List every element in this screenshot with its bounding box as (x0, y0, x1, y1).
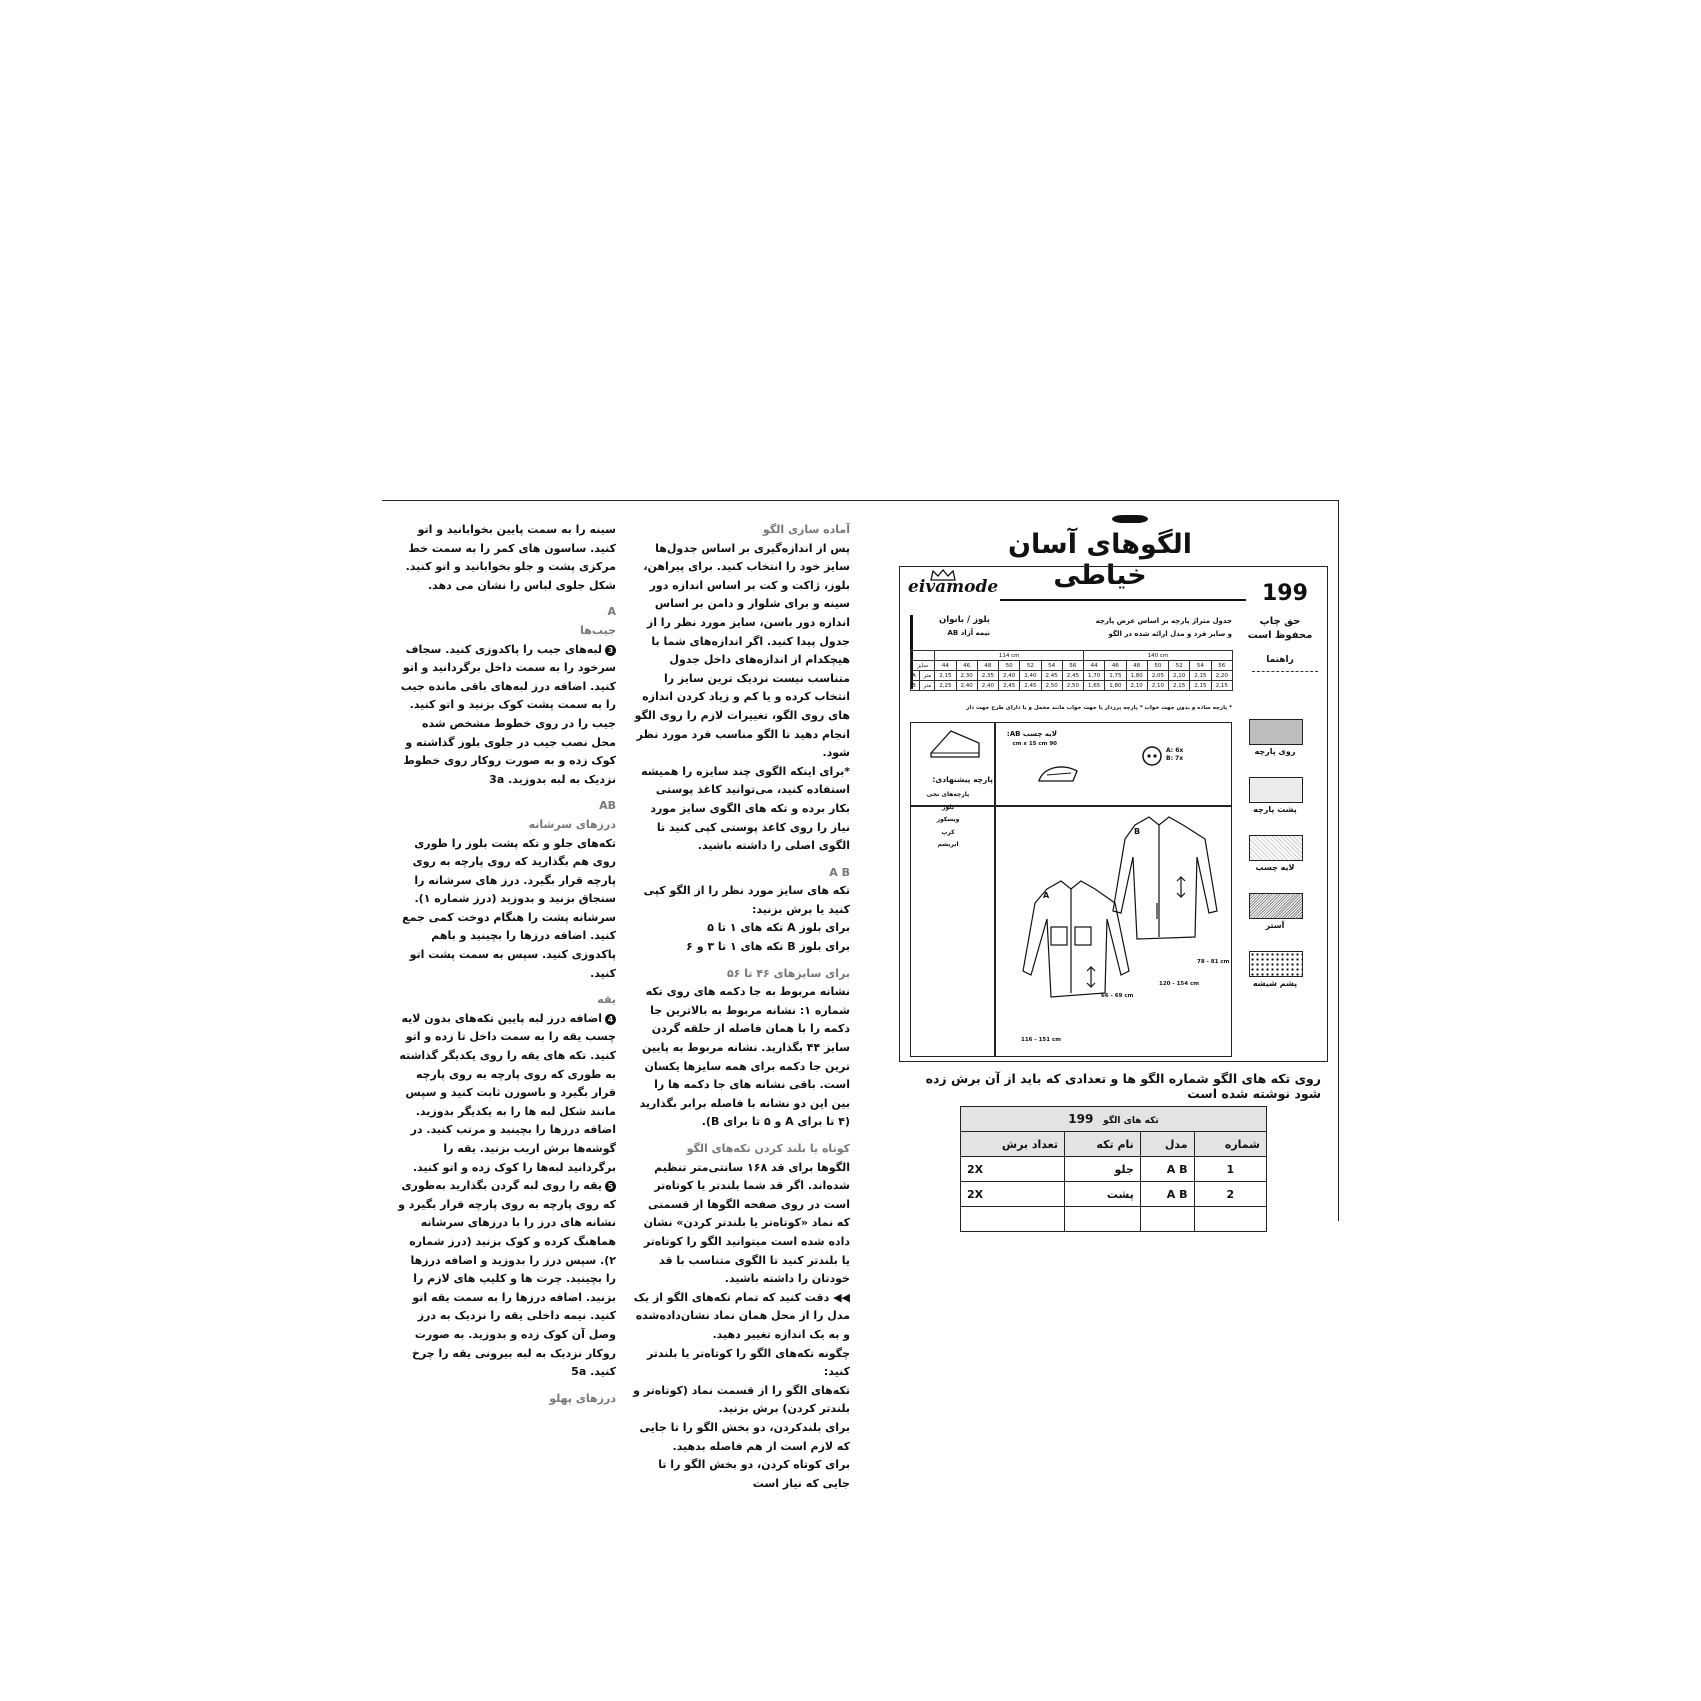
table-row (961, 1207, 1267, 1232)
left-col-heading: AB (599, 799, 616, 813)
pieces-header-cell: نام تکه (1065, 1132, 1141, 1157)
mid-col-paragraph: برای بلوز A تکه های ۱ تا ۵ (707, 921, 850, 935)
legend-swatch-wrong-side (1249, 777, 1303, 803)
suggested-fabric-list (913, 789, 983, 852)
model-a-length: 66 - 69 cm (1101, 993, 1134, 999)
pieces-cell-count: 2X (961, 1157, 1065, 1182)
fabric-amount-cell: 2,40 (999, 671, 1020, 681)
size-row-unit: متر (920, 681, 935, 691)
mid-col-paragraph: برای کوتاه کردن، دو بخش الگو را تا جایی که نیاز است (658, 1458, 850, 1490)
left-col-heading: یقه (597, 993, 616, 1007)
size-header: 48 (1126, 661, 1147, 671)
legend-swatch-lining (1249, 893, 1303, 919)
fabric-amount-cell: 2,45 (1062, 671, 1083, 681)
suggested-fabric-item: پارچه‌های نخی (926, 791, 970, 798)
mid-col-paragraph: چگونه تکه‌های الگو را کوتاه‌تر یا بلندتر کنید: (646, 1346, 850, 1379)
step-number-icon: 5 (605, 1181, 616, 1192)
legend-label-batting: پشم شیشه (1252, 979, 1298, 988)
left-col-paragraph: 5یقه را روی لبه گردن بگذارید به‌طوری که روی پارچه به روی پارچه قرار بگیرد و نشانه های درز را با درزهای سرشانه هماهنگ کرده و کوک بزنید (درز شماره ۲). سپس درز را بدوزید و اضافه درزها را بچینید. چرت ها و کلیپ های لازم را بزنید. اضافه درزها را به سمت یقه اتو کنید. نیمه داخلی یقه را نزدیک به درز وصل آن کوک زده و بدوزید. به صورت روکار نزدیک به لبه بیرونی یقه را چرخ کنید. 5a (398, 1179, 616, 1379)
fabric-amount-cell: 1,75 (1105, 671, 1126, 681)
size-header: 44 (1084, 661, 1105, 671)
fabric-amount-cell: 1,80 (1126, 671, 1147, 681)
left-col-heading: جیب‌ها (580, 623, 616, 637)
fabric-amount-cell: 2,15 (1211, 681, 1232, 691)
pieces-header-cell: مدل (1140, 1132, 1194, 1157)
left-col-paragraph: تکه‌های جلو و تکه پشت بلوز را طوری روی هم بگذارید که روی پارچه به روی پارچه قرار بگیرد. درز های سرشانه را سنجاق بزنید و بدوزید (درز شماره ۱). سرشانه پشت را هنگام دوخت کمی جمع کنید. اضافه درزها را بچینید و باهم پاکدوزی کنید. سپس به سمت پشت اتو کنید. (402, 836, 616, 980)
fabric-amount-cell: 2,50 (1041, 681, 1062, 691)
mid-col-paragraph: *برای اینکه الگوی چند سایزه را همیشه استفاده کنید، می‌توانید کاغذ پوستی بکار برده و تکه های الگوی سایز مورد نیاز را روی کاغذ پوستی کپی کنید تا الگوی اصلی را داشته باشید. (641, 764, 850, 853)
guide-label: راهنما (1266, 655, 1294, 665)
left-col-heading: A (607, 605, 616, 619)
mid-col-paragraph: ◀◀ دقت کنید که تمام تکه‌های الگو از یک مدل را از محل همان نماد نشان‌داده‌شده و به یک اندازه تغییر دهید. (633, 1290, 850, 1341)
table-row (961, 1157, 1267, 1182)
size-header: 54 (1190, 661, 1211, 671)
mid-col-paragraph: برای بلندکردن، دو بخش الگو را تا جایی که لازم است از هم فاصله بدهید. (639, 1420, 850, 1453)
fabric-amount-cell: 1,65 (1084, 681, 1105, 691)
mid-col-paragraph: تکه های سایز مورد نظر را از الگو کپی کنید یا برش بزنید: (643, 884, 850, 916)
fabric-amount-cell: 2,45 (1041, 671, 1062, 681)
fabric-amount-cell: 2,15 (1169, 681, 1190, 691)
mid-col-heading: کوتاه یا بلند کردن تکه‌های الگو (686, 1142, 850, 1155)
fabric-amount-cell: 2,10 (1147, 681, 1168, 691)
pieces-cell-name: جلو (1065, 1157, 1141, 1182)
fabric-size-table (910, 650, 1233, 691)
mid-col-paragraph: نشانه مربوط به جا دکمه های روی تکه شماره ۱: نشانه مربوط به بالاترین جا دکمه را با همان فاصله از حلقه گردن سایز ۴۴ بگذارید. نشانه مربوط به پایین ترین جا دکمه برای همه سایزها یکسان است. باقی نشانه های جا دکمه ها را بین این دو نشانه با فاصله برابر بگذارید (۴ تا برای A و ۵ تا برای B). (639, 985, 850, 1129)
fabric-amount-cell: 2,05 (1147, 671, 1168, 681)
model-a-hem: 116 - 151 cm (1021, 1037, 1061, 1043)
fabric-amount-cell: 2,40 (956, 681, 977, 691)
button-count: A: 6x B: 7x (1166, 747, 1184, 762)
interfacing-label: لایه چسب AB: (1006, 730, 1057, 738)
fabric-amount-cell: 2,15 (1190, 681, 1211, 691)
fabric-amount-cell: 2,25 (935, 681, 956, 691)
drawing-area (910, 722, 1232, 1057)
fabric-amount-cell: 2,35 (977, 671, 998, 681)
blouse-drawing (995, 807, 1231, 1055)
left-col-heading: درزهای پهلو (549, 1391, 616, 1405)
model-a-label: A (1043, 891, 1050, 900)
size-table-footnote: * پارچه ساده و بدون جهت خواب * پارچه پرزدار یا جهت خواب مانند مخمل و یا دارای طرح جهت دار (966, 705, 1232, 711)
size-row-model: A (911, 671, 920, 681)
pieces-header-cell: شماره (1194, 1132, 1266, 1157)
mid-col-heading: آماده سازی الگو (762, 523, 850, 536)
width-140: 140 cm (1084, 651, 1233, 661)
button-icon (1141, 745, 1163, 767)
instructions-column-left (398, 521, 616, 1408)
model-b-length: 78 - 81 cm (1197, 959, 1230, 965)
pieces-note: روی تکه های الگو شماره الگو ها و تعدادی که باید از آن برش زده شود نوشته شده است (925, 1071, 1321, 1101)
brand-logo: eivamode (908, 577, 999, 597)
legend-label-wrong-side: پشت پارچه (1253, 805, 1297, 814)
pieces-table-title: تکه های الگو 199 (961, 1107, 1267, 1132)
size-header: 54 (1041, 661, 1062, 671)
fabric-amount-cell: 2,50 (1062, 681, 1083, 691)
suggested-fabric-item: کرپ (941, 828, 955, 836)
mid-col-paragraph: الگوها برای قد ۱۶۸ سانتی‌متر تنظیم شده‌اند. اگر قد شما بلندتر یا کوتاه‌تر است در روی صفحه الگوها از قسمتی که نماد «کوتاه‌تر یا بلندتر کردن» نشان داده شده است میتوانید الگو را کوتاه‌تر یا بلندتر کنید تا الگوی متناسب با قد خودتان را داشته باشید. (643, 1160, 850, 1286)
size-header: 52 (1020, 661, 1041, 671)
pieces-cell-name: پشت (1065, 1182, 1141, 1207)
left-col-paragraph: سینه را به سمت پایین بخوابانید و اتو کنید. ساسون های کمر را به سمت خط مرکزی پشت و جلو بخوابانید و اتو کنید. (405, 523, 616, 574)
title-ornament-icon (1112, 515, 1148, 523)
fabric-amount-cell: 1,70 (1084, 671, 1105, 681)
pieces-cell-model: A B (1140, 1182, 1194, 1207)
left-col-paragraph: 4اضافه درز لبه پایین تکه‌های بدون لایه چسب یقه را به سمت داخل تا زده و اتو کنید. تکه های یقه را روی یکدیگر گذاشته به طوری که روی پارچه به روی پارچه قرار بگیرد و باسوزن ثابت کنید و سپس مانند شکل لبه ها را به یکدیگر بدوزید. اضافه درزها را بچینید و مرتب کنید. در گوشه‌ها برش اریب بزنید. یقه را برگردانید لبه‌ها را کوک زده و اتو کنید. (399, 1011, 616, 1174)
legend-swatch-interfacing (1249, 835, 1303, 861)
suggested-fabric-item: ویسکوز (936, 816, 960, 823)
fabric-amount-cell: 2,45 (999, 681, 1020, 691)
size-header: 46 (956, 661, 977, 671)
size-header: 50 (999, 661, 1020, 671)
legend-label-interfacing: لایه چسب (1255, 863, 1295, 872)
pieces-cell-count: 2X (961, 1182, 1065, 1207)
size-header: 50 (1147, 661, 1168, 671)
model-label: بلوز / بانوان (939, 615, 990, 625)
suggested-fabric-item: بلوز (942, 803, 954, 811)
mid-col-paragraph: تکه‌های الگو را از قسمت نماد (کوتاه‌تر و بلندتر کردن) برش بزنید. (633, 1383, 850, 1416)
fabric-amount-cell: 2,20 (1211, 671, 1232, 681)
pattern-pieces-table (960, 1106, 1267, 1232)
legend-label-lining: آستر (1265, 921, 1285, 930)
page-title: الگوهای آسان خیاطی (1007, 529, 1193, 591)
pieces-header-cell: تعداد برش (961, 1132, 1065, 1157)
left-col-paragraph: شکل جلوی لباس را نشان می دهد. (427, 578, 616, 592)
fabric-amount-cell: 2,30 (956, 671, 977, 681)
logo-rule (1000, 599, 1246, 601)
pattern-sheet (382, 500, 1339, 1490)
legend-swatch-right-side (1249, 719, 1303, 745)
fabric-amount-cell: 2,10 (1169, 671, 1190, 681)
fabric-amount-cell: 2,15 (1190, 671, 1211, 681)
pieces-cell-num: 2 (1194, 1182, 1266, 1207)
table-row (961, 1182, 1267, 1207)
legend-swatch-batting (1249, 951, 1303, 977)
left-col-heading: درزهای سرشانه (528, 817, 616, 831)
left-col-paragraph: 3لبه‌های جیب را پاکدوزی کنید. سجاف سرخود را به سمت داخل برگردانید و اتو کنید. اضافه درز لبه‌های باقی مانده جیب را به سمت پشت کوک بزنید و اتو کنید. (400, 642, 616, 712)
size-header: 46 (1105, 661, 1126, 671)
size-header: 56 (1211, 661, 1232, 671)
legend-label-right-side: روی پارچه (1254, 747, 1296, 756)
iron-icon (1037, 761, 1079, 785)
mid-col-paragraph: پس از اندازه‌گیری بر اساس جدول‌ها سایز خود را انتخاب کنید. برای پیراهن، بلوز، ژاکت و کت بر اساس اندازه دور سینه و برای شلوار و دامن بر اساس اندازه دور باسن، سایز مورد نظر را از جدول پیدا کنید. اگر اندازه‌های شما با هیچکدام از اندازه‌های داخل جدول متناسب نیست نزدیک ترین سایز را انتخاب کرده و یا کم و زیاد کردن اندازه های روی الگو، تغییرات لازم را روی الگو انجام دهید تا الگو مناسب فرد مورد نظر شود. (634, 541, 850, 760)
mid-col-paragraph: برای بلوز B تکه های ۱ تا ۳ و ۶ (686, 940, 850, 954)
pieces-cell-num: 1 (1194, 1157, 1266, 1182)
fabric-amount-cell: 1,80 (1105, 681, 1126, 691)
ease-label: نیمه آزاد AB (947, 629, 990, 637)
size-row-unit: متر (920, 671, 935, 681)
fabric-amount-cell: 2,10 (1126, 681, 1147, 691)
pattern-info-panel (899, 566, 1328, 1062)
step-number-icon: 4 (605, 1014, 616, 1025)
copyright-note: حق چاپ محفوظ است (1247, 616, 1313, 641)
fabric-amount-cell: 2,40 (977, 681, 998, 691)
guide-rule (1252, 671, 1318, 672)
fabric-amount-cell: 2,45 (1020, 681, 1041, 691)
fabric-amount-cell: 2,40 (1020, 671, 1041, 681)
left-col-paragraph: جیب را در روی خطوط مشخص شده محل نصب جیب در جلوی بلوز گذاشته و کوک زده و به صورت روکار روی خطوط نزدیک به لبه بدوزید. 3a (403, 716, 616, 786)
size-header: 56 (1062, 661, 1083, 671)
model-b-label: B (1134, 827, 1141, 836)
model-b-hem: 120 - 154 cm (1159, 981, 1199, 987)
fabric-chart-title: جدول متراژ پارچه بر اساس عرض پارچه و سایز فرد و مدل ارائه شده در الگو (1095, 617, 1232, 638)
interfacing-size: 90 cm x 15 cm (1012, 741, 1057, 747)
instructions-column-middle (632, 521, 850, 1493)
size-row-model: B (911, 681, 920, 691)
size-header: 44 (935, 661, 956, 671)
pattern-envelope-icon (929, 729, 981, 759)
size-header: 48 (977, 661, 998, 671)
width-114: 114 cm (935, 651, 1084, 661)
step-number-icon: 3 (605, 645, 616, 656)
fabric-amount-cell: 2,15 (935, 671, 956, 681)
pattern-number: 199 (1262, 581, 1308, 606)
suggested-fabric-item: ابریشم (937, 841, 959, 848)
mid-col-heading: برای سایزهای ۴۶ تا ۵۶ (726, 966, 850, 980)
pieces-cell-model: A B (1140, 1157, 1194, 1182)
size-label: سایز (911, 661, 935, 671)
size-header: 52 (1169, 661, 1190, 671)
mid-col-heading: A B (829, 865, 850, 879)
suggested-fabric-label: پارچه پیشنهادی: (932, 775, 993, 784)
